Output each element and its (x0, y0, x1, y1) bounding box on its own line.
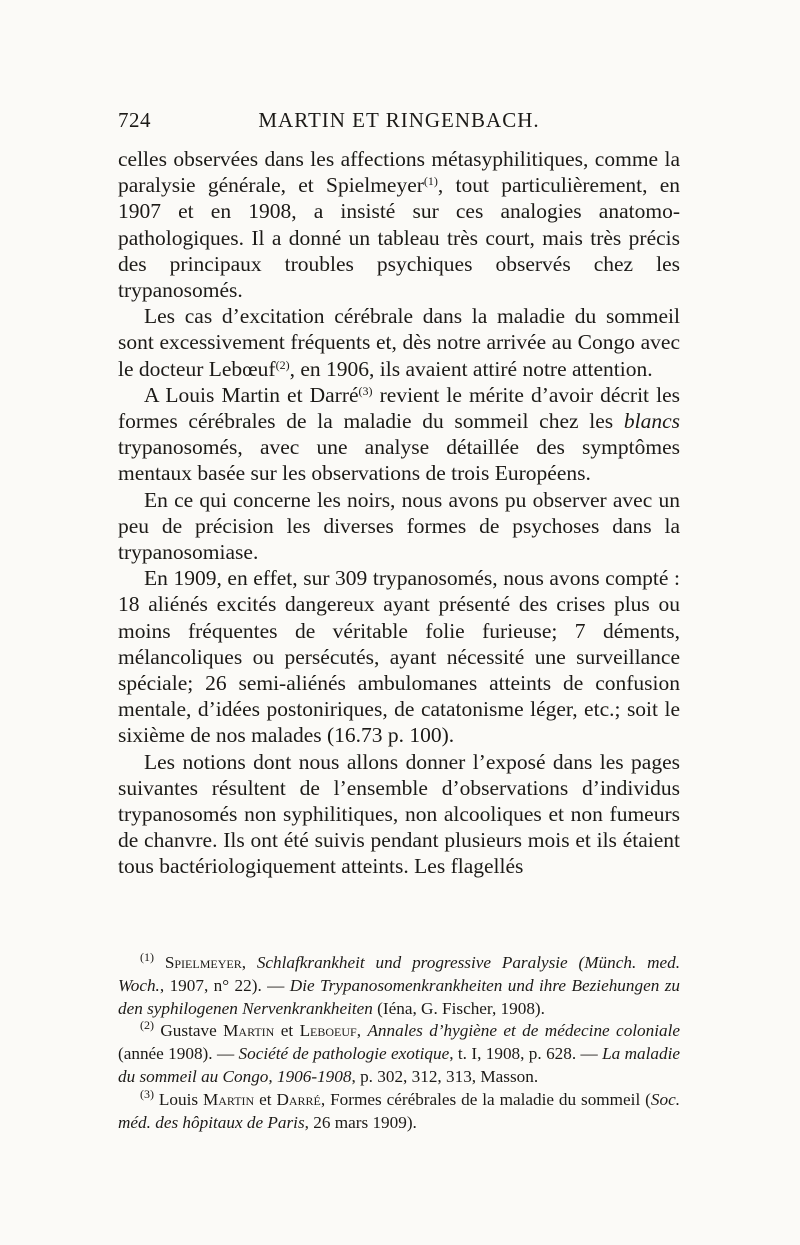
footnote-2-author2: Leboeuf (299, 1021, 357, 1041)
footnote-1-mid: , 1907, n° 22). — (159, 975, 290, 995)
footnote-3-end: , 26 mars 1909). (304, 1112, 417, 1132)
paragraph-2-text-a: Les cas d’excitation cérébrale dans la maladie du sommeil sont excessivement fréquents et, dès notre arrivée au Congo avec le docteur Lebœuf (118, 304, 680, 381)
footnote-2-title2: Société de pathologie exotique (238, 1044, 450, 1064)
footnote-3-number: (3) (140, 1086, 154, 1101)
footnote-2-mid2: , t. I, 1908, p. 628. — (449, 1044, 603, 1064)
footnote-2-title3: La maladie du sommeil au Congo, 1906-1908 (118, 1044, 680, 1086)
paragraph-1 (118, 146, 680, 303)
paragraph-4: En ce qui concerne les noirs, nous avons pu observer avec un peu de précision les diverses formes de psychoses dans la trypanosomiase. (118, 487, 680, 565)
footnote-1-end: (Iéna, G. Fischer, 1908). (372, 998, 545, 1018)
body-text (118, 146, 680, 880)
footnote-2-and: et (274, 1021, 300, 1041)
paragraph-3-text-b: revient le mérite d’avoir décrit les formes cérébrales de la maladie du sommeil chez les (118, 382, 680, 434)
footnote-2-pre: Gustave (154, 1021, 224, 1041)
paragraph-3-text-c: trypanosomés, avec une analyse détaillée des symptômes mentaux basée sur les observations de trois Européens. (118, 435, 680, 486)
footnote-ref-1: (1) (423, 174, 438, 189)
footnote-3-pre: Louis (154, 1089, 203, 1109)
paragraph-2-text-b: , en 1906, ils avaient attiré notre attention. (289, 356, 653, 381)
footnote-2-end: , p. 302, 312, 313, Masson. (351, 1066, 539, 1086)
footnote-ref-3: (3) (358, 383, 373, 398)
page-number: 724 (118, 108, 151, 132)
paragraph-3 (118, 382, 680, 487)
paragraph-1-text-b: , tout particulièrement, en 1907 et en 1908, a insisté sur ces analogies anatomo-pathologiques. Il a donné un tableau très court, mais très précis des principaux troubles psychiques observés chez les trypanosomés. (118, 173, 680, 303)
footnote-3-text: , Formes cérébrales de la maladie du sommeil ( (320, 1089, 651, 1109)
paragraph-5: En 1909, en effet, sur 309 trypanosomés, nous avons compté : 18 aliénés excités dangereux ayant présenté des crises plus ou moins fréquentes de véritable folie furieuse; 7 déments, mélancoliques ou persécutés, ayant nécessité une surveillance spéciale; 26 semi-aliénés ambulomanes atteints de confusion mentale, d’idées postoniriques, de catatonisme léger, etc.; soit le sixième de nos malades (16.73 p. 100). (118, 566, 680, 748)
footnote-1-number: (1) (140, 950, 154, 964)
paragraph-1-text-a: celles observées dans les affections métasyphilitiques, comme la paralysie générale, et Spielmeyer (118, 147, 680, 198)
running-head: MARTIN ET RINGENBACH. (258, 108, 540, 132)
footnote-1-title: Schlafkrankheit und progressive Paralysie (Münch. med. Woch. (118, 953, 680, 995)
footnote-2-author1: Martin (223, 1021, 275, 1041)
paragraph-2 (118, 303, 680, 382)
footnote-3-and: et (254, 1089, 277, 1109)
footnote-3-author2: Darré (276, 1089, 321, 1109)
footnote-1-separator: , (241, 953, 257, 972)
footnote-3 (118, 1086, 680, 1135)
footnote-ref-2: (2) (275, 357, 290, 372)
footnote-1-title2: Die Trypanosomenkrankheiten und ihre Beziehungen zu den syphilogenen Nervenkrankheiten (118, 975, 680, 1018)
page-header (118, 108, 680, 138)
footnote-2 (118, 1020, 680, 1088)
footnotes (118, 952, 680, 1134)
paragraph-6: Les notions dont nous allons donner l’exposé dans les pages suivantes résultent de l’ensemble d’observations d’individus trypanosomés non syphilitiques, non alcooliques et non fumeurs de chanvre. Ils ont été suivis pendant plusieurs mois et ils étaient tous bactériologiquement atteints. Les flagellés (118, 749, 680, 879)
footnote-1-author: Spielmeyer (164, 953, 242, 972)
footnote-3-author1: Martin (202, 1089, 255, 1109)
footnote-2-separator: , (356, 1021, 368, 1041)
footnote-1 (118, 952, 680, 1020)
paragraph-3-italic: blancs (623, 409, 680, 434)
footnote-3-title: Soc. méd. des hôpitaux de Paris (118, 1089, 680, 1132)
footnote-2-mid: (année 1908). — (118, 1044, 239, 1064)
footnote-2-title: Annales d’hygiène et de médecine coloniale (367, 1021, 681, 1041)
footnote-2-number: (2) (140, 1018, 154, 1033)
paragraph-3-text-a: A Louis Martin et Darré (144, 382, 359, 407)
